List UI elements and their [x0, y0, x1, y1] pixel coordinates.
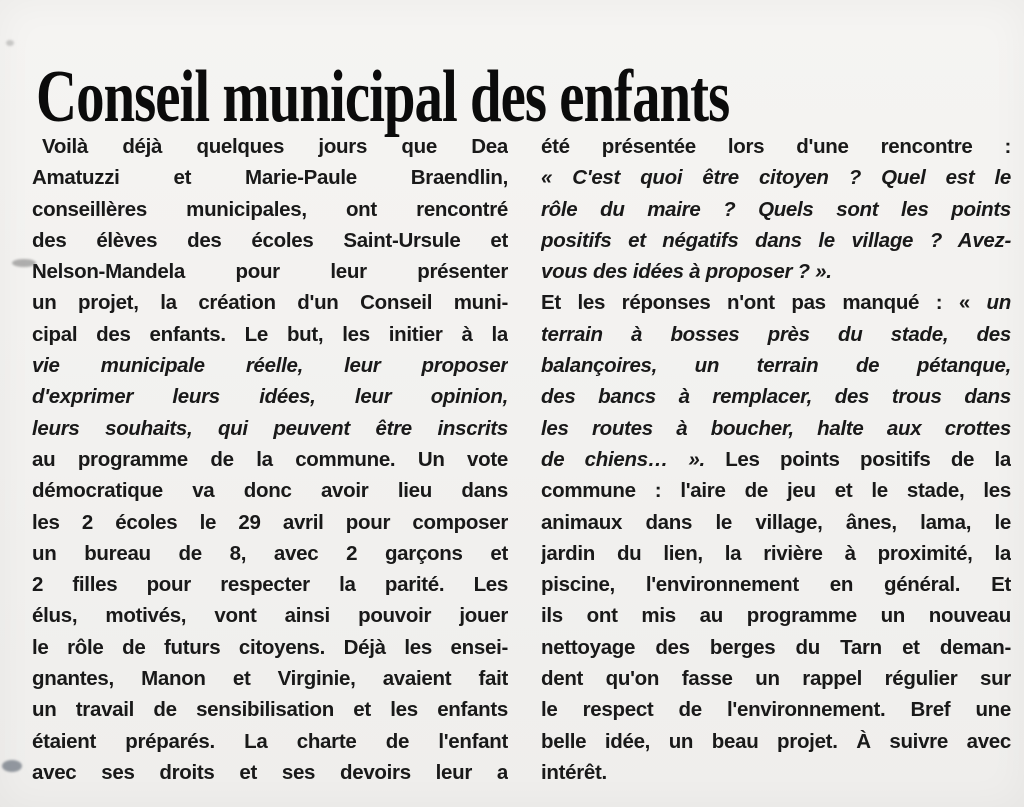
text-line — [32, 225, 508, 256]
text-segment: positifs et négatifs dans le village ? Avez- — [541, 228, 1011, 252]
text-line — [32, 757, 508, 788]
text-line — [541, 632, 1011, 663]
text-line — [32, 694, 508, 725]
text-segment: avec ses droits et ses devoirs leur a — [32, 760, 508, 784]
text-segment: 2 filles pour respecter la parité. Les — [32, 573, 508, 597]
text-line — [32, 381, 508, 412]
text-line — [541, 319, 1011, 350]
text-segment: élus, motivés, vont ainsi pouvoir jouer — [32, 604, 508, 628]
article-headline: Conseil municipal des enfants — [36, 54, 730, 138]
text-line — [541, 663, 1011, 694]
text-segment: un travail de sensibilisation et les enfants — [32, 698, 508, 722]
text-segment: Voilà déjà quelques jours que Dea — [42, 135, 508, 158]
text-line — [32, 538, 508, 569]
text-line — [541, 256, 1011, 287]
text-segment: des bancs à remplacer, des trous dans — [541, 385, 1011, 409]
text-segment: vie municipale réelle, leur proposer — [32, 354, 508, 378]
text-line — [32, 413, 508, 444]
scan-artifact — [12, 259, 36, 267]
text-line — [541, 413, 1011, 444]
text-line — [541, 757, 1011, 788]
text-segment: été présentée lors d'une rencontre : — [541, 135, 1011, 158]
text-line — [32, 507, 508, 538]
text-segment: terrain à bosses près du stade, des — [541, 322, 1011, 346]
text-segment: de chiens… ». — [541, 447, 726, 471]
text-segment: nettoyage des berges du Tarn et deman- — [541, 635, 1011, 659]
article-column-left — [32, 131, 508, 788]
text-line — [32, 475, 508, 506]
text-line — [32, 319, 508, 350]
text-segment: Les points positifs de la — [725, 447, 1011, 471]
text-segment: Et les réponses n'ont pas manqué : « — [541, 291, 987, 315]
text-line — [32, 444, 508, 475]
text-segment: vous des idées à proposer ? ». — [541, 260, 832, 284]
text-line — [541, 350, 1011, 381]
text-line — [541, 538, 1011, 569]
scan-artifact — [6, 40, 14, 46]
text-segment: un bureau de 8, avec 2 garçons et — [32, 541, 508, 565]
text-segment: les 2 écoles le 29 avril pour composer — [32, 510, 508, 534]
text-segment: ils ont mis au programme un nouveau — [541, 604, 1011, 628]
text-line — [541, 444, 1011, 475]
text-segment: piscine, l'environnement en général. Et — [541, 573, 1011, 597]
text-segment: gnantes, Manon et Virginie, avaient fait — [32, 667, 508, 691]
text-segment: démocratique va donc avoir lieu dans — [32, 479, 508, 503]
text-segment: animaux dans le village, ânes, lama, le — [541, 510, 1011, 534]
text-segment: intérêt. — [541, 760, 607, 784]
text-line — [541, 475, 1011, 506]
text-line — [32, 600, 508, 631]
text-line — [32, 350, 508, 381]
text-segment: des élèves des écoles Saint-Ursule et — [32, 228, 508, 252]
text-segment: le rôle de futurs citoyens. Déjà les ensei- — [32, 635, 508, 659]
text-segment: rôle du maire ? Quels sont les points — [541, 197, 1011, 221]
text-segment: un — [986, 291, 1011, 315]
text-segment: un projet, la création d'un Conseil muni- — [32, 291, 508, 315]
text-segment: cipal des enfants. Le but, les initier à la — [32, 322, 508, 346]
text-segment: belle idée, un beau projet. À suivre avec — [541, 729, 1011, 753]
text-segment: balançoires, un terrain de pétanque, — [541, 354, 1011, 378]
text-line — [541, 194, 1011, 225]
text-segment: au programme de la commune. Un vote — [32, 447, 508, 471]
text-line — [32, 194, 508, 225]
text-line — [541, 131, 1011, 162]
text-line — [32, 726, 508, 757]
text-line — [541, 726, 1011, 757]
text-line — [541, 569, 1011, 600]
text-line — [541, 381, 1011, 412]
text-line — [32, 569, 508, 600]
text-segment: les routes à boucher, halte aux crottes — [541, 416, 1011, 440]
text-line — [32, 256, 508, 287]
text-line — [32, 632, 508, 663]
text-segment: leurs souhaits, qui peuvent être inscrits — [32, 416, 508, 440]
text-segment: conseillères municipales, ont rencontré — [32, 197, 508, 221]
article-column-right — [541, 131, 1011, 788]
text-segment: Nelson-Mandela pour leur présenter — [32, 260, 508, 284]
text-segment: « C'est quoi être citoyen ? Quel est le — [541, 166, 1011, 190]
scan-artifact — [2, 760, 22, 772]
text-line — [541, 162, 1011, 193]
text-line — [541, 287, 1011, 318]
text-segment: étaient préparés. La charte de l'enfant — [32, 729, 508, 753]
text-line — [32, 162, 508, 193]
text-line — [32, 131, 508, 162]
text-line — [541, 694, 1011, 725]
text-segment: commune : l'aire de jeu et le stade, les — [541, 479, 1011, 503]
text-segment: dent qu'on fasse un rappel régulier sur — [541, 667, 1011, 691]
text-line — [541, 225, 1011, 256]
text-segment: d'exprimer leurs idées, leur opinion, — [32, 385, 508, 409]
text-line — [32, 287, 508, 318]
text-segment: jardin du lien, la rivière à proximité, la — [541, 541, 1011, 565]
text-segment: Amatuzzi et Marie-Paule Braendlin, — [32, 166, 508, 190]
text-segment: le respect de l'environnement. Bref une — [541, 698, 1011, 722]
text-line — [541, 600, 1011, 631]
text-line — [32, 663, 508, 694]
text-line — [541, 507, 1011, 538]
